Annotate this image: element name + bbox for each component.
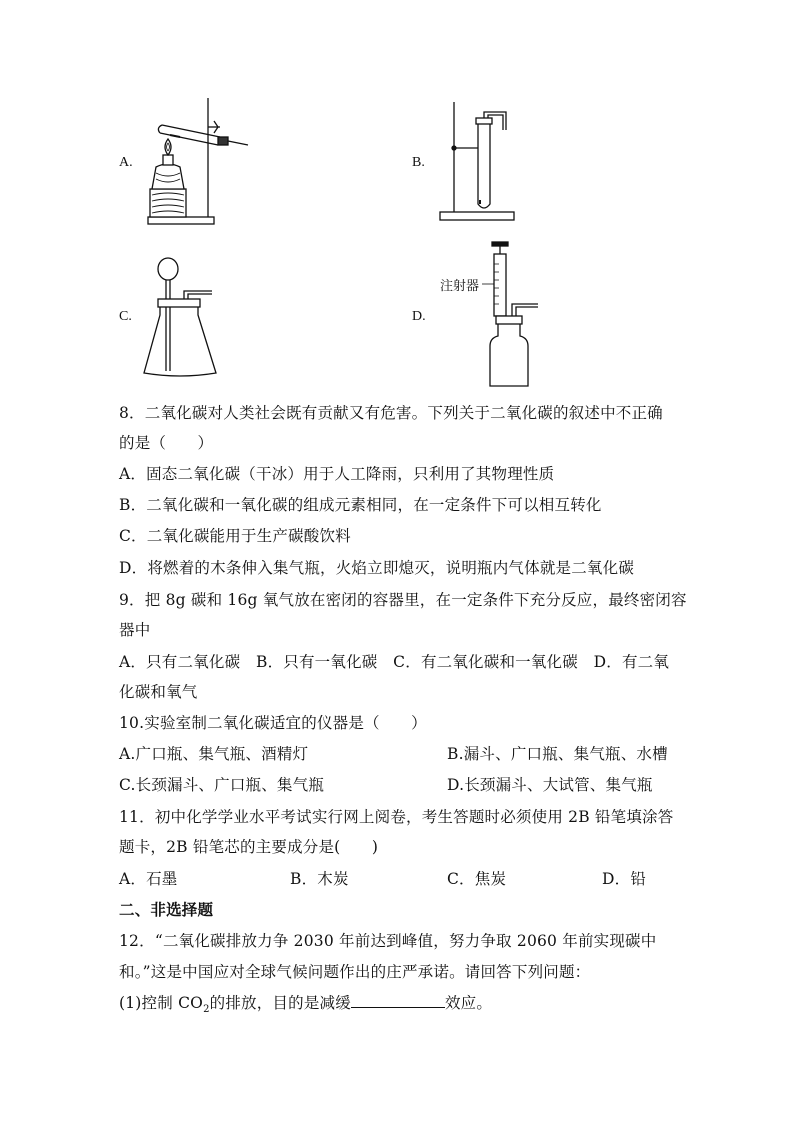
figure-c-label: C. [119, 309, 132, 324]
figure-c-flask-funnel [140, 253, 220, 381]
figure-a-heating-apparatus [140, 95, 255, 227]
q11-option-d: D．铅 [602, 870, 647, 888]
q12-stem-line1: 12．“二氧化碳排放力争 2030 年前达到峰值，努力争取 2060 年前实现碳中 [119, 932, 657, 950]
q8-stem-line2: 的是（ ） [119, 434, 214, 452]
q10-option-c: C.长颈漏斗、广口瓶、集气瓶 [119, 776, 325, 794]
q10-option-b: B.漏斗、广口瓶、集气瓶、水槽 [447, 745, 668, 763]
q10-option-d: D.长颈漏斗、大试管、集气瓶 [447, 776, 653, 794]
syringe-annotation: 注射器 [440, 279, 480, 294]
q10-stem: 10.实验室制二氧化碳适宜的仪器是（ ） [119, 714, 427, 732]
q12-stem-line2: 和。”这是中国应对全球气候问题作出的庄严承诺。请回答下列问题： [119, 963, 591, 981]
q9-stem-line1: 9．把 8g 碳和 16g 氧气放在密闭的容器里，在一定条件下充分反应，最终密闭容 [119, 591, 687, 609]
q9-stem-line2: 器中 [119, 621, 151, 639]
q8-stem-line1: 8．二氧化碳对人类社会既有贡献又有危害。下列关于二氧化碳的叙述中不正确 [119, 404, 663, 422]
q12-part1-pre: (1)控制 CO [119, 994, 204, 1012]
figure-d-label: D. [412, 309, 426, 324]
q11-stem-line1: 11．初中化学学业水平考试实行网上阅卷，考生答题时必须使用 2B 铅笔填涂答 [119, 808, 674, 826]
q12-part1-mid: 的排放，目的是减缓 [209, 994, 351, 1012]
q12-part1-post: 效应。 [444, 994, 493, 1012]
q8-option-a: A．固态二氧化碳（干冰）用于人工降雨，只利用了其物理性质 [119, 465, 555, 483]
q8-option-c: C．二氧化碳能用于生产碳酸饮料 [119, 527, 351, 545]
q9-options-line2: 化碳和氧气 [119, 683, 198, 701]
q8-option-d: D．将燃着的木条伸入集气瓶，火焰立即熄灭，说明瓶内气体就是二氧化碳 [119, 559, 635, 577]
q11-option-c: C．焦炭 [447, 870, 507, 888]
q8-option-b: B．二氧化碳和一氧化碳的组成元素相同，在一定条件下可以相互转化 [119, 496, 602, 514]
figure-a-label: A. [119, 155, 133, 170]
section-title: 二、非选择题 [119, 901, 214, 919]
q11-option-a: A．石墨 [119, 870, 178, 888]
figure-b-label: B. [412, 155, 425, 170]
q12-answer-blank[interactable] [351, 993, 445, 1008]
figure-b-stand-test-tube [436, 100, 526, 225]
q12-part1 [119, 993, 492, 1020]
q9-options-line1: A．只有二氧化碳 B．只有一氧化碳 C．有二氧化碳和一氧化碳 D．有二氧 [119, 653, 670, 671]
figure-d-syringe-bottle [482, 240, 547, 390]
q10-option-a: A.广口瓶、集气瓶、酒精灯 [119, 745, 309, 763]
q11-option-b: B．木炭 [290, 870, 349, 888]
q12-part1-sub: 2 [203, 1004, 210, 1016]
q11-stem-line2: 题卡，2B 铅笔芯的主要成分是( ) [119, 838, 379, 856]
